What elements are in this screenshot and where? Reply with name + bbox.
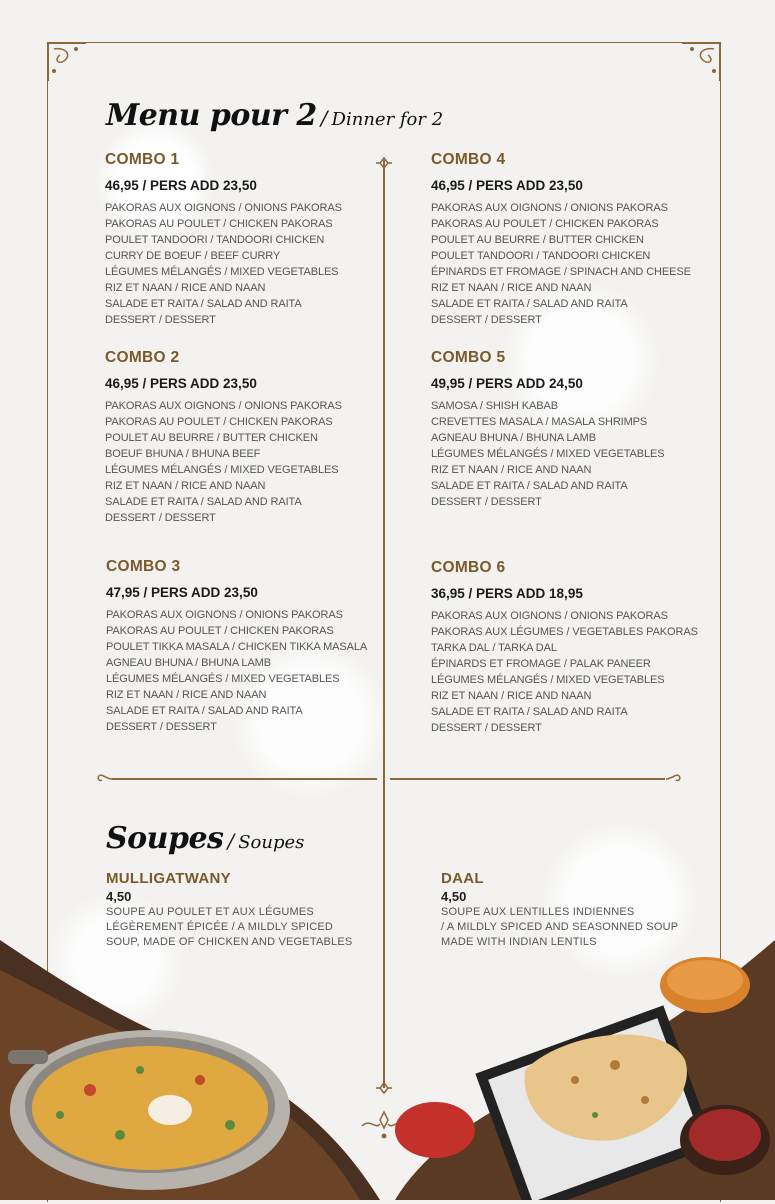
title-en: Dinner for 2 <box>331 109 444 130</box>
combo-name: COMBO 1 <box>105 151 180 168</box>
combo-price: 46,95 / PERS ADD 23,50 <box>105 178 257 193</box>
combo-item: AGNEAU BHUNA / BHUNA LAMB <box>431 432 596 444</box>
soup-price: 4,50 <box>441 889 467 904</box>
dinner-section-title <box>106 98 443 133</box>
combo-item: CURRY DE BOEUF / BEEF CURRY <box>105 250 281 262</box>
soup-description: MADE WITH INDIAN LENTILS <box>441 936 597 948</box>
soup-card <box>106 870 396 950</box>
combo-item: DESSERT / DESSERT <box>431 314 542 326</box>
title-en: Soupes <box>238 832 305 853</box>
scroll-ornament-icon <box>664 771 682 791</box>
combo-item: SALADE ET RAITA / SALAD AND RAITA <box>431 298 628 310</box>
combo-item: LÉGUMES MÉLANGÉS / MIXED VEGETABLES <box>105 266 339 278</box>
combo-item: BOEUF BHUNA / BHUNA BEEF <box>105 448 261 460</box>
combo-item: PAKORAS AUX OIGNONS / ONIONS PAKORAS <box>105 202 342 214</box>
combo-item: LÉGUMES MÉLANGÉS / MIXED VEGETABLES <box>431 448 665 460</box>
combo-price: 47,95 / PERS ADD 23,50 <box>106 585 258 600</box>
curry-pot-photo <box>0 940 380 1200</box>
combo-item: SALADE ET RAITA / SALAD AND RAITA <box>106 705 303 717</box>
combo-item: PAKORAS AUX OIGNONS / ONIONS PAKORAS <box>431 610 668 622</box>
combo-item: LÉGUMES MÉLANGÉS / MIXED VEGETABLES <box>106 673 340 685</box>
combo-item: ÉPINARDS ET FROMAGE / SPINACH AND CHEESE <box>431 266 691 278</box>
section-divider <box>390 778 665 780</box>
soup-description: / A MILDLY SPICED AND SEASONNED SOUP <box>441 921 679 933</box>
combo-item: PAKORAS AUX OIGNONS / ONIONS PAKORAS <box>431 202 668 214</box>
combo-item: RIZ ET NAAN / RICE AND NAAN <box>105 480 266 492</box>
combo-item: PAKORAS AU POULET / CHICKEN PAKORAS <box>431 218 659 230</box>
soup-description: SOUP, MADE OF CHICKEN AND VEGETABLES <box>106 936 353 948</box>
soup-price: 4,50 <box>106 889 132 904</box>
combo-item: DESSERT / DESSERT <box>105 512 216 524</box>
combo-price: 46,95 / PERS ADD 23,50 <box>431 178 583 193</box>
combo-name: COMBO 2 <box>105 349 180 366</box>
combo-item: TARKA DAL / TARKA DAL <box>431 642 557 654</box>
combo-card <box>431 349 701 510</box>
combo-item: PAKORAS AU POULET / CHICKEN PAKORAS <box>105 416 333 428</box>
combo-item: DESSERT / DESSERT <box>431 496 542 508</box>
soup-card <box>441 870 731 950</box>
divider-ornament-icon <box>374 155 394 174</box>
soup-name: DAAL <box>441 870 484 887</box>
soup-description: SOUPE AUX LENTILLES INDIENNES <box>441 906 635 918</box>
combo-item: SALADE ET RAITA / SALAD AND RAITA <box>105 298 302 310</box>
combo-price: 49,95 / PERS ADD 24,50 <box>431 376 583 391</box>
combo-item: LÉGUMES MÉLANGÉS / MIXED VEGETABLES <box>431 674 665 686</box>
combo-item: CREVETTES MASALA / MASALA SHRIMPS <box>431 416 648 428</box>
combo-name: COMBO 4 <box>431 151 506 168</box>
combo-name: COMBO 3 <box>106 558 181 575</box>
title-separator: / <box>227 829 235 853</box>
soup-name: MULLIGATWANY <box>106 870 231 887</box>
combo-item: LÉGUMES MÉLANGÉS / MIXED VEGETABLES <box>105 464 339 476</box>
combo-item: AGNEAU BHUNA / BHUNA LAMB <box>106 657 271 669</box>
corner-ornament-icon <box>46 41 90 85</box>
combo-item: POULET TANDOORI / TANDOORI CHICKEN <box>431 250 651 262</box>
combo-item: DESSERT / DESSERT <box>431 722 542 734</box>
combo-item: PAKORAS AU POULET / CHICKEN PAKORAS <box>105 218 333 230</box>
combo-item: SALADE ET RAITA / SALAD AND RAITA <box>105 496 302 508</box>
combo-card <box>431 559 701 736</box>
combo-item: PAKORAS AUX OIGNONS / ONIONS PAKORAS <box>106 609 343 621</box>
naan-and-dishes-photo <box>375 940 775 1200</box>
combo-item: ÉPINARDS ET FROMAGE / PALAK PANEER <box>431 658 651 670</box>
combo-item: PAKORAS AUX OIGNONS / ONIONS PAKORAS <box>105 400 342 412</box>
title-fr: Menu pour 2 <box>106 98 317 133</box>
combo-card <box>431 151 701 328</box>
combo-item: POULET AU BEURRE / BUTTER CHICKEN <box>105 432 318 444</box>
combo-item: SALADE ET RAITA / SALAD AND RAITA <box>431 480 628 492</box>
combo-item: SALADE ET RAITA / SALAD AND RAITA <box>431 706 628 718</box>
combo-item: POULET TANDOORI / TANDOORI CHICKEN <box>105 234 325 246</box>
combo-item: RIZ ET NAAN / RICE AND NAAN <box>431 690 592 702</box>
combo-item: RIZ ET NAAN / RICE AND NAAN <box>106 689 267 701</box>
combo-item: DESSERT / DESSERT <box>106 721 217 733</box>
soups-section-title <box>106 821 304 856</box>
soup-description: SOUPE AU POULET ET AUX LÉGUMES <box>106 906 314 918</box>
title-fr: Soupes <box>106 821 224 856</box>
combo-name: COMBO 6 <box>431 559 506 576</box>
corner-ornament-icon <box>678 41 722 85</box>
scroll-ornament-icon <box>96 771 114 791</box>
title-separator: / <box>320 106 328 130</box>
soup-description: LÉGÈREMENT ÉPICÉE / A MILDLY SPICED <box>106 921 334 933</box>
combo-item: DESSERT / DESSERT <box>105 314 216 326</box>
combo-card <box>105 151 375 328</box>
combo-price: 46,95 / PERS ADD 23,50 <box>105 376 257 391</box>
combo-item: POULET AU BEURRE / BUTTER CHICKEN <box>431 234 644 246</box>
combo-item: RIZ ET NAAN / RICE AND NAAN <box>105 282 266 294</box>
combo-item: RIZ ET NAAN / RICE AND NAAN <box>431 282 592 294</box>
combo-item: POULET TIKKA MASALA / CHICKEN TIKKA MASALA <box>106 641 368 653</box>
combo-item: RIZ ET NAAN / RICE AND NAAN <box>431 464 592 476</box>
combo-card <box>105 349 375 526</box>
combo-item: SAMOSA / SHISH KABAB <box>431 400 558 412</box>
section-divider <box>112 778 377 780</box>
combo-card <box>106 558 376 735</box>
combo-item: PAKORAS AUX LÉGUMES / VEGETABLES PAKORAS <box>431 626 698 638</box>
combo-item: PAKORAS AU POULET / CHICKEN PAKORAS <box>106 625 334 637</box>
combo-name: COMBO 5 <box>431 349 506 366</box>
combo-price: 36,95 / PERS ADD 18,95 <box>431 586 583 601</box>
